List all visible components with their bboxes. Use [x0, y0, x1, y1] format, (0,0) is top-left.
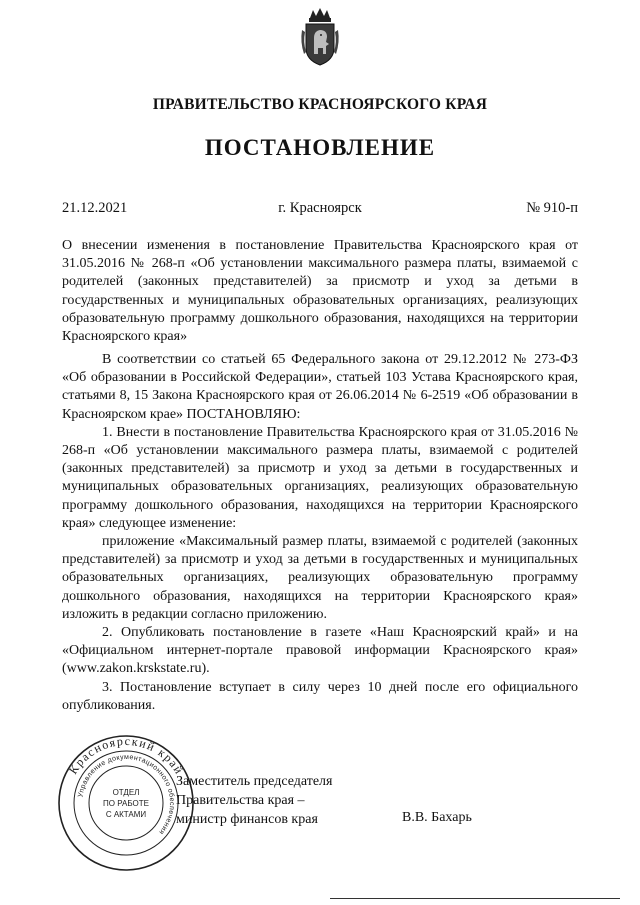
signatory-position [176, 772, 332, 829]
document-body [62, 351, 578, 715]
scan-edge-line [330, 898, 620, 899]
organization-title: ПРАВИТЕЛЬСТВО КРАСНОЯРСКОГО КРАЯ [152, 96, 488, 113]
document-date: 21.12.2021 [62, 200, 128, 216]
document-meta [62, 200, 578, 220]
item-3-paragraph: 3. Постановление вступает в силу через 10 дней после его официального опубликования. [62, 679, 578, 713]
signatory-line-3: министр финансов края [176, 812, 318, 827]
signatory-line-2: Правительства края – [176, 793, 305, 808]
signatory-line-1: Заместитель председателя [176, 774, 333, 789]
signatory-name: В.В. Бахарь [402, 810, 472, 825]
item-1-paragraph: 1. Внести в постановление Правительства Красноярского края от 31.05.2016 № 268-п «Об установлении максимального размера платы, взимаемой с родителей (законных представителей) за присмотр и уход за детьми в государственных и муниципальных образовательных организациях, реализующих образовательную программу дошкольного образования, находящихся на территории Красноярского края» следующее изменение: [62, 424, 578, 531]
preamble-paragraph: В соответствии со статьей 65 Федерального закона от 29.12.2012 № 273-ФЗ «Об образовании в Российской Федерации», статьей 103 Устава Красноярского края, статьями 8, 15 Закона Красноярского края от 26.06.2014 № 6-2519 «Об образовании в Красноярском крае» ПОСТАНОВЛЯЮ: [62, 352, 578, 422]
document-number: № 910-п [526, 200, 578, 216]
seal-center-line-1: ОТДЕЛ [112, 788, 140, 797]
item-2-paragraph: 2. Опубликовать постановление в газете «Наш Красноярский край» и на «Официальном интернет-портале правовой информации Красноярского края» (www.zakon.krskstate.ru). [62, 625, 578, 677]
krasnoyarsk-coat-of-arms-icon [300, 8, 340, 66]
seal-center-line-2: ПО РАБОТЕ [103, 799, 149, 808]
document-type-title: ПОСТАНОВЛЕНИЕ [204, 135, 436, 160]
document-subject [62, 237, 578, 346]
seal-center-line-3: С АКТАМИ [105, 810, 147, 819]
official-stamp-icon [56, 733, 196, 873]
document-city: г. Красноярск [278, 200, 362, 216]
subject-text: О внесении изменения в постановление Правительства Красноярского края от 31.05.2016 № 268-п «Об установлении максимального размера платы, взимаемой с родителей (законных представителей) за присмотр и уход за детьми в государственных и муниципальных образовательных организациях, реализующих образовательную программу дошкольного образования, находящихся на территории Красноярского края» [62, 238, 578, 345]
item-1-detail-paragraph: приложение «Максимальный размер платы, взимаемой с родителей (законных представителей) за присмотр и уход за детьми в государственных и муниципальных образовательных организациях, реализующих образовательную программу дошкольного образования, находящихся на территории Красноярского края» изложить в редакции согласно приложению. [62, 534, 578, 622]
seal-outer-text: Красноярский край [65, 733, 187, 778]
seal-ring-text: Управление документационного обеспечения [77, 753, 176, 836]
